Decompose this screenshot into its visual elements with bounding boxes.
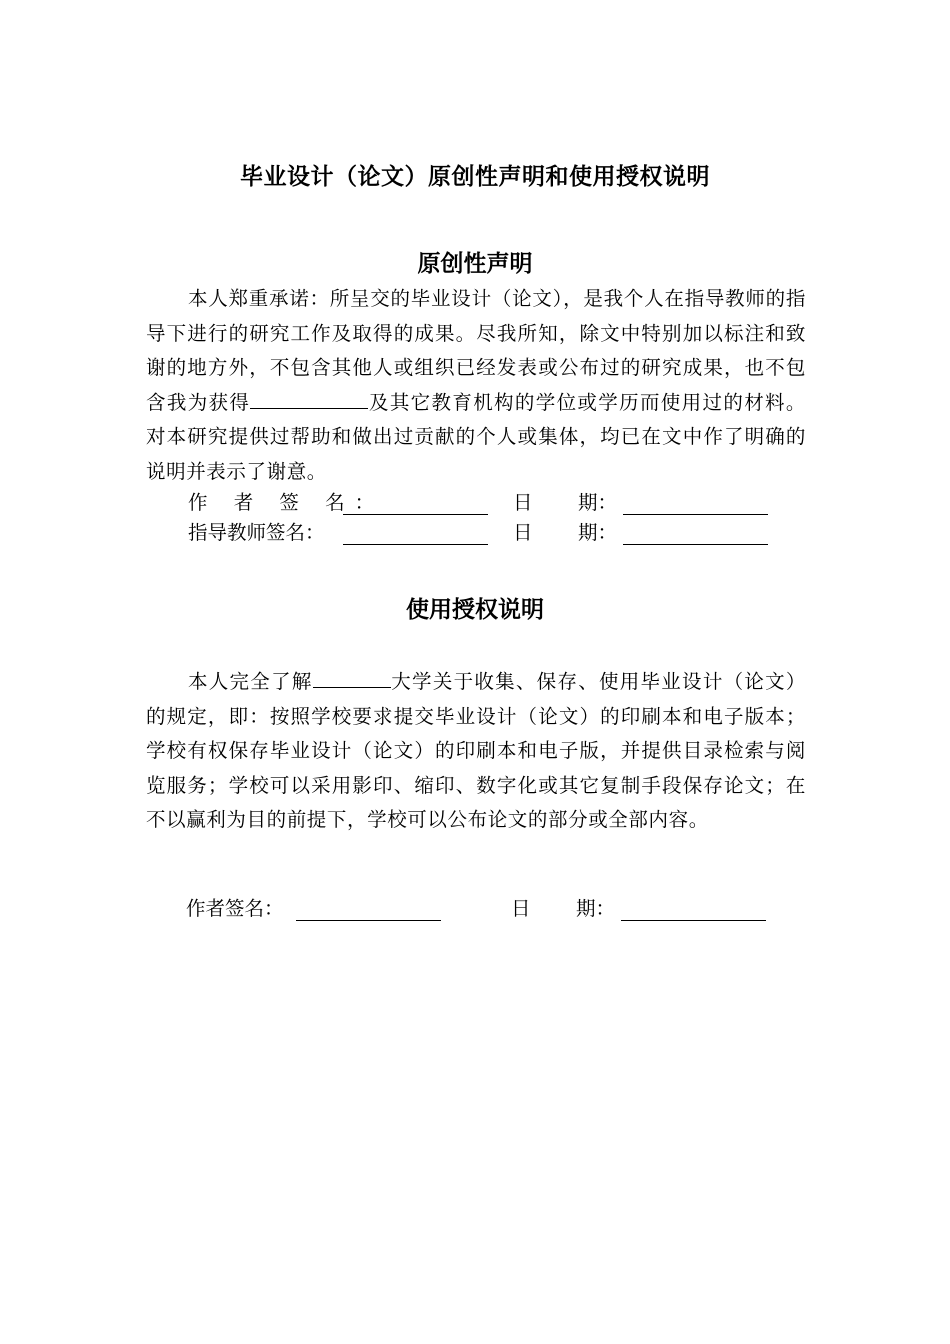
- university-blank-field[interactable]: [313, 665, 391, 688]
- originality-heading: 原创性声明: [417, 251, 533, 277]
- authorization-paragraph: [146, 665, 806, 838]
- date-label-day: 日: [513, 521, 533, 544]
- document-title: 毕业设计（论文）原创性声明和使用授权说明: [240, 164, 710, 190]
- date-label-day: 日: [513, 491, 533, 514]
- degree-blank-field[interactable]: [250, 386, 368, 409]
- authorization-text-part2: 大学关于收集、保存、使用毕业设计（论文）的规定，即：按照学校要求提交毕业设计（论文）的印刷本和电子版本；学校有权保存毕业设计（论文）的印刷本和电子版，并提供目录检索与阅览服务；学校可以采用影印、缩印、数字化或其它复制手段保存论文；在不以赢利为目的前提下，学校可以公布论文的部分或全部内容。: [146, 670, 806, 831]
- advisor-signature-label: 指导教师签名：: [188, 521, 325, 544]
- authorization-signature-label: 作者签名：: [186, 897, 284, 920]
- authorization-signature-field[interactable]: [296, 894, 441, 921]
- originality-paragraph: [146, 282, 806, 489]
- date-label-period: 期：: [578, 521, 618, 544]
- date-label-period: 期：: [576, 897, 616, 920]
- authorization-signature-row: [186, 894, 786, 924]
- author-signature-field[interactable]: [343, 488, 488, 515]
- date-label-day: 日: [511, 897, 531, 920]
- authorization-heading: 使用授权说明: [406, 597, 544, 623]
- authorization-date-field[interactable]: [621, 894, 766, 921]
- originality-text-part2: 及其它教育机构的学位或学历而使用过的材料。对本研究提供过帮助和做出过贡献的个人或集体，均已在文中作了明确的说明并表示了谢意。: [146, 390, 806, 483]
- originality-text-part1: 本人郑重承诺：所呈交的毕业设计（论文），是我个人在指导教师的指导下进行的研究工作及取得的成果。尽我所知，除文中特别加以标注和致谢的地方外，不包含其他人或组织已经发表或公布过的研究成果，也不包含我为获得: [146, 287, 806, 414]
- date-label-period: 期：: [578, 491, 618, 514]
- author-signature-label: 作 者 签 名：: [188, 491, 385, 514]
- author-signature-row: [188, 488, 788, 518]
- advisor-signature-row: [188, 518, 788, 548]
- author-date-field[interactable]: [623, 488, 768, 515]
- authorization-text-part1: 本人完全了解: [188, 670, 313, 693]
- advisor-signature-field[interactable]: [343, 518, 488, 545]
- advisor-date-field[interactable]: [623, 518, 768, 545]
